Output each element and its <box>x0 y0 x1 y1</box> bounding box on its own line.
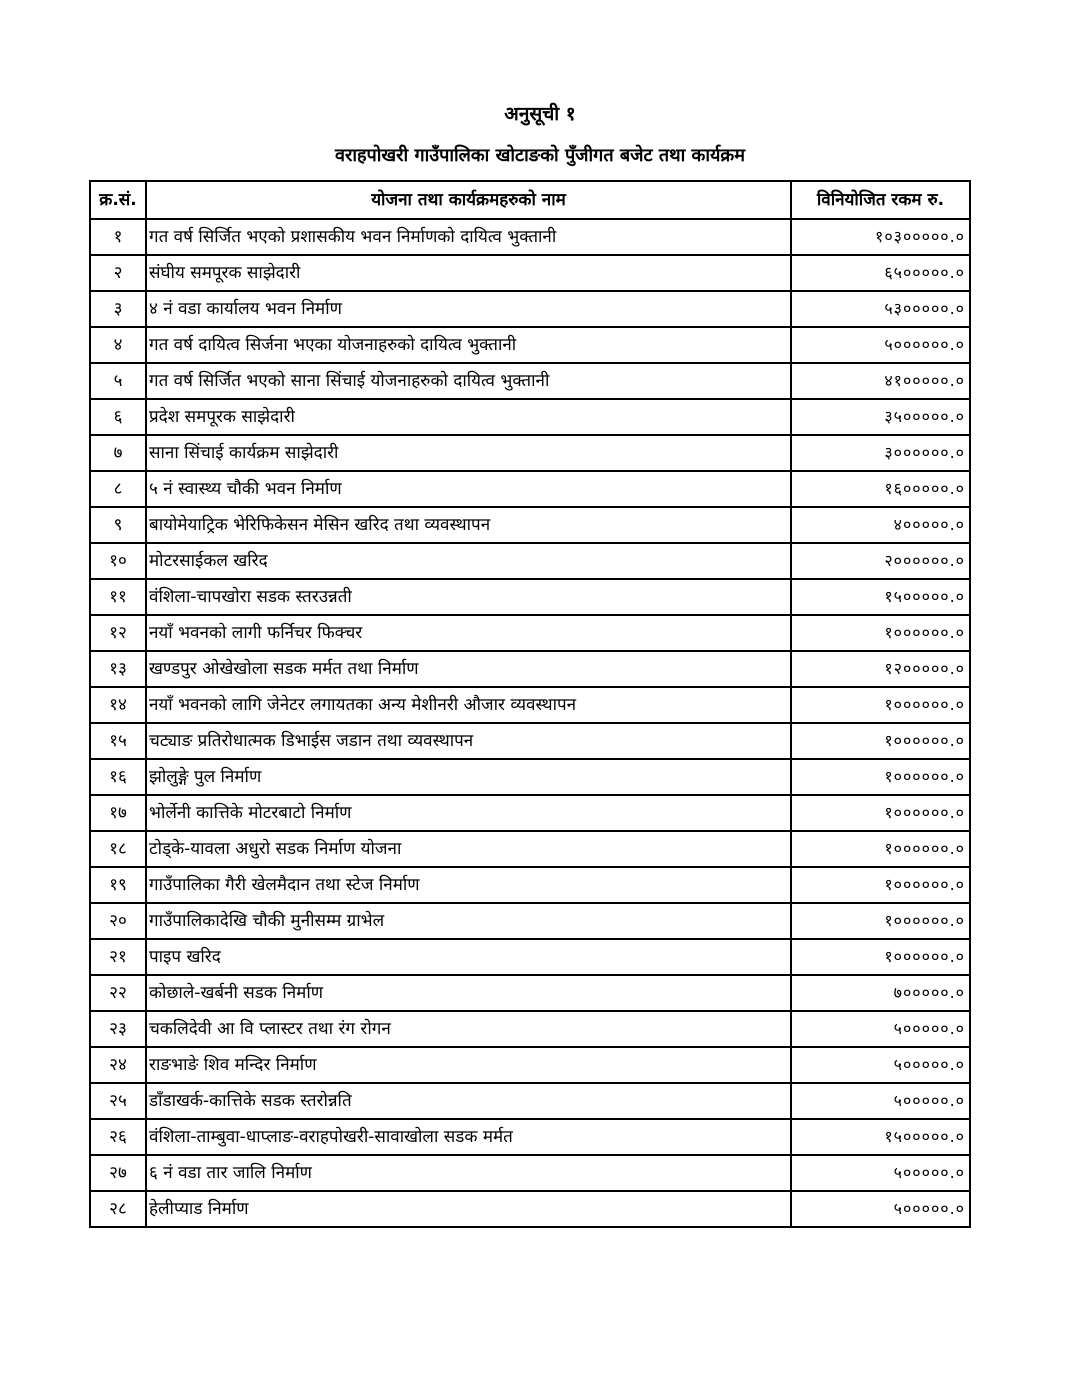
program-name-cell: गत वर्ष सिर्जित भएको प्रशासकीय भवन निर्माणको दायित्व भुक्तानी <box>146 219 791 255</box>
serial-cell: २६ <box>90 1119 146 1155</box>
table-row <box>90 291 970 327</box>
table-row <box>90 687 970 723</box>
program-name-cell: गत वर्ष दायित्व सिर्जना भएका योजनाहरुको दायित्व भुक्तानी <box>146 327 791 363</box>
amount-cell: १००००००.० <box>791 903 970 939</box>
program-name-cell: गाउँपालिका गैरी खेलमैदान तथा स्टेज निर्माण <box>146 867 791 903</box>
amount-cell: १५०००००.० <box>791 1119 970 1155</box>
program-name-cell: हेलीप्याड निर्माण <box>146 1191 791 1227</box>
amount-cell: ५००००००.० <box>791 327 970 363</box>
table-row <box>90 1119 970 1155</box>
table-row <box>90 723 970 759</box>
table-row <box>90 471 970 507</box>
amount-cell: ६५०००००.० <box>791 255 970 291</box>
table-row <box>90 507 970 543</box>
program-name-cell: गत वर्ष सिर्जित भएको साना सिंचाई योजनाहरुको दायित्व भुक्तानी <box>146 363 791 399</box>
table-row <box>90 1155 970 1191</box>
amount-cell: १००००००.० <box>791 939 970 975</box>
table-row <box>90 1191 970 1227</box>
amount-cell: १००००००.० <box>791 867 970 903</box>
serial-cell: ९ <box>90 507 146 543</box>
program-name-cell: कोछाले-खर्बनी सडक निर्माण <box>146 975 791 1011</box>
serial-cell: २५ <box>90 1083 146 1119</box>
serial-cell: १८ <box>90 831 146 867</box>
table-row <box>90 579 970 615</box>
header-amount: विनियोजित रकम रु. <box>791 181 970 219</box>
serial-cell: २८ <box>90 1191 146 1227</box>
table-row <box>90 255 970 291</box>
table-row <box>90 363 970 399</box>
amount-cell: १००००००.० <box>791 615 970 651</box>
serial-cell: ७ <box>90 435 146 471</box>
amount-cell: १००००००.० <box>791 795 970 831</box>
program-name-cell: प्रदेश समपूरक साझेदारी <box>146 399 791 435</box>
table-header-row <box>90 181 970 219</box>
table-row <box>90 939 970 975</box>
table-row <box>90 1011 970 1047</box>
serial-cell: ५ <box>90 363 146 399</box>
table-row <box>90 1047 970 1083</box>
serial-cell: ४ <box>90 327 146 363</box>
serial-cell: २ <box>90 255 146 291</box>
serial-cell: १ <box>90 219 146 255</box>
program-name-cell: खण्डपुर ओखेखोला सडक मर्मत तथा निर्माण <box>146 651 791 687</box>
serial-cell: २० <box>90 903 146 939</box>
table-row <box>90 435 970 471</box>
serial-cell: १२ <box>90 615 146 651</box>
program-name-cell: वंशिला-चापखोरा सडक स्तरउन्नती <box>146 579 791 615</box>
table-row <box>90 795 970 831</box>
serial-cell: १४ <box>90 687 146 723</box>
amount-cell: ३५०००००.० <box>791 399 970 435</box>
program-name-cell: साना सिंचाई कार्यक्रम साझेदारी <box>146 435 791 471</box>
program-name-cell: चट्याङ प्रतिरोधात्मक डिभाईस जडान तथा व्यवस्थापन <box>146 723 791 759</box>
serial-cell: १५ <box>90 723 146 759</box>
serial-cell: १७ <box>90 795 146 831</box>
table-row <box>90 651 970 687</box>
serial-cell: १९ <box>90 867 146 903</box>
program-name-cell: ५ नं स्वास्थ्य चौकी भवन निर्माण <box>146 471 791 507</box>
serial-cell: १३ <box>90 651 146 687</box>
table-row <box>90 975 970 1011</box>
program-name-cell: ६ नं वडा तार जालि निर्माण <box>146 1155 791 1191</box>
serial-cell: २३ <box>90 1011 146 1047</box>
program-name-cell: भोर्लेनी कात्तिके मोटरबाटो निर्माण <box>146 795 791 831</box>
table-row <box>90 615 970 651</box>
table-body <box>90 219 970 1227</box>
amount-cell: १००००००.० <box>791 831 970 867</box>
amount-cell: १६०००००.० <box>791 471 970 507</box>
header-serial: क्र.सं. <box>90 181 146 219</box>
amount-cell: ५०००००.० <box>791 1191 970 1227</box>
program-name-cell: चकलिदेवी आ वि प्लास्टर तथा रंग रोगन <box>146 1011 791 1047</box>
amount-cell: ३००००००.० <box>791 435 970 471</box>
table-row <box>90 219 970 255</box>
amount-cell: ५३०००००.० <box>791 291 970 327</box>
table-row <box>90 759 970 795</box>
amount-cell: १००००००.० <box>791 759 970 795</box>
header-program-name: योजना तथा कार्यक्रमहरुको नाम <box>146 181 791 219</box>
budget-table <box>89 180 971 1228</box>
table-row <box>90 543 970 579</box>
table-row <box>90 903 970 939</box>
amount-cell: १००००००.० <box>791 723 970 759</box>
amount-cell: ५०००००.० <box>791 1011 970 1047</box>
serial-cell: ११ <box>90 579 146 615</box>
serial-cell: २१ <box>90 939 146 975</box>
amount-cell: ४१०००००.० <box>791 363 970 399</box>
table-row <box>90 327 970 363</box>
serial-cell: ३ <box>90 291 146 327</box>
amount-cell: १००००००.० <box>791 687 970 723</box>
amount-cell: ७०००००.० <box>791 975 970 1011</box>
serial-cell: १० <box>90 543 146 579</box>
amount-cell: ५०००००.० <box>791 1155 970 1191</box>
amount-cell: १५०००००.० <box>791 579 970 615</box>
document-title: अनुसूची १ <box>504 103 576 125</box>
serial-cell: २४ <box>90 1047 146 1083</box>
program-name-cell: पाइप खरिद <box>146 939 791 975</box>
table-row <box>90 399 970 435</box>
table-row <box>90 867 970 903</box>
program-name-cell: डाँडाखर्क-कात्तिके सडक स्तरोन्नति <box>146 1083 791 1119</box>
document-subtitle: वराहपोखरी गाउँपालिका खोटाङको पुँजीगत बजेट तथा कार्यक्रम <box>334 145 746 166</box>
program-name-cell: नयाँ भवनको लागि जेनेटर लगायतका अन्य मेशीनरी औजार व्यवस्थापन <box>146 687 791 723</box>
serial-cell: २७ <box>90 1155 146 1191</box>
table-row <box>90 831 970 867</box>
amount-cell: ५०००००.० <box>791 1047 970 1083</box>
program-name-cell: राङभाङे शिव मन्दिर निर्माण <box>146 1047 791 1083</box>
amount-cell: २००००००.० <box>791 543 970 579</box>
program-name-cell: ४ नं वडा कार्यालय भवन निर्माण <box>146 291 791 327</box>
program-name-cell: संघीय समपूरक साझेदारी <box>146 255 791 291</box>
serial-cell: ८ <box>90 471 146 507</box>
program-name-cell: वंशिला-ताम्बुवा-धाप्लाङ-वराहपोखरी-सावाखोला सडक मर्मत <box>146 1119 791 1155</box>
program-name-cell: झोलुङ्गे पुल निर्माण <box>146 759 791 795</box>
amount-cell: १२०००००.० <box>791 651 970 687</box>
program-name-cell: मोटरसाईकल खरिद <box>146 543 791 579</box>
serial-cell: १६ <box>90 759 146 795</box>
program-name-cell: बायोमेयाट्रिक भेरिफिकेसन मेसिन खरिद तथा व्यवस्थापन <box>146 507 791 543</box>
serial-cell: ६ <box>90 399 146 435</box>
amount-cell: ५०००००.० <box>791 1083 970 1119</box>
program-name-cell: नयाँ भवनको लागी फर्निचर फिक्चर <box>146 615 791 651</box>
program-name-cell: गाउँपालिकादेखि चौकी मुनीसम्म ग्राभेल <box>146 903 791 939</box>
program-name-cell: टोड्के-यावला अधुरो सडक निर्माण योजना <box>146 831 791 867</box>
serial-cell: २२ <box>90 975 146 1011</box>
amount-cell: ४०००००.० <box>791 507 970 543</box>
table-row <box>90 1083 970 1119</box>
amount-cell: १०३०००००.० <box>791 219 970 255</box>
